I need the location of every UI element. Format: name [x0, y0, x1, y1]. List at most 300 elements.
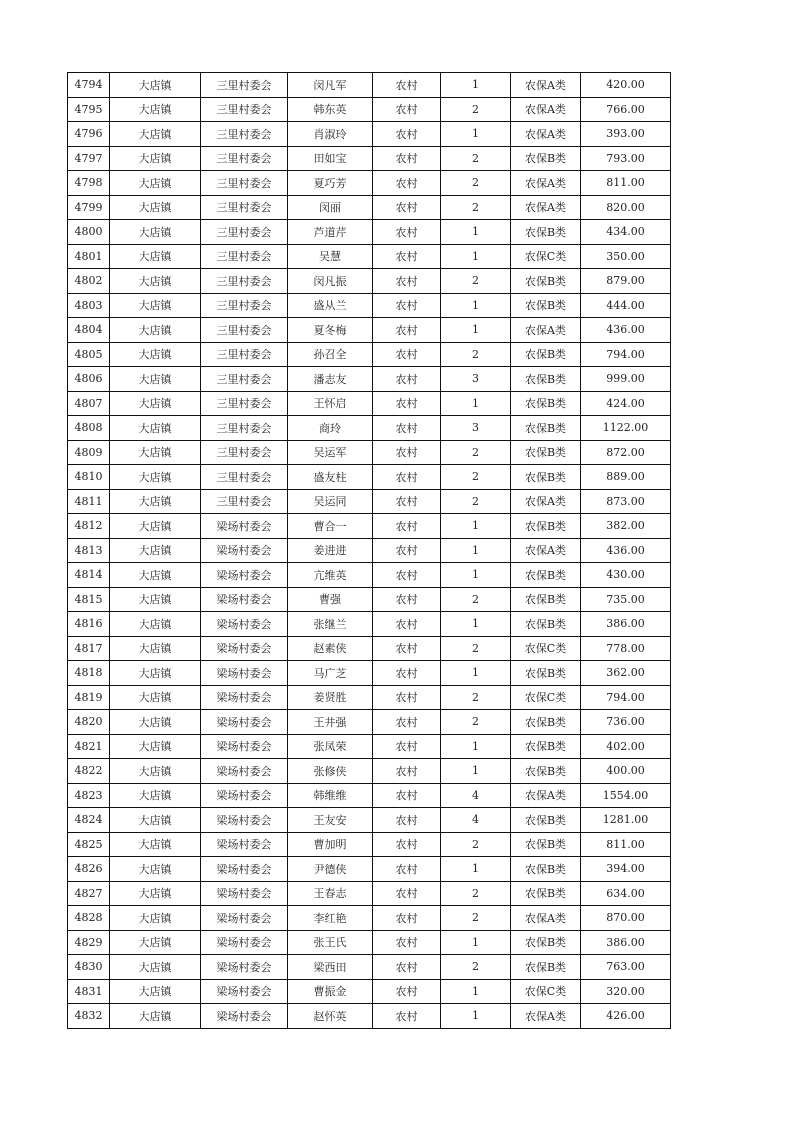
category-cell: 农保C类	[511, 636, 581, 661]
area-type-cell: 农村	[373, 318, 441, 343]
town-cell: 大店镇	[110, 514, 201, 539]
household-size-cell: 2	[441, 171, 511, 196]
household-size-cell: 4	[441, 783, 511, 808]
name-cell: 肖淑玲	[288, 122, 373, 147]
amount-cell: 735.00	[581, 587, 671, 612]
amount-cell: 426.00	[581, 1004, 671, 1029]
area-type-cell: 农村	[373, 955, 441, 980]
area-type-cell: 农村	[373, 97, 441, 122]
area-type-cell: 农村	[373, 783, 441, 808]
category-cell: 农保A类	[511, 171, 581, 196]
table-row	[68, 416, 671, 441]
village-committee-cell: 三里村委会	[201, 391, 288, 416]
category-cell: 农保B类	[511, 269, 581, 294]
area-type-cell: 农村	[373, 563, 441, 588]
row-number-cell: 4817	[68, 636, 110, 661]
amount-cell: 320.00	[581, 979, 671, 1004]
village-committee-cell: 梁场村委会	[201, 808, 288, 833]
town-cell: 大店镇	[110, 808, 201, 833]
amount-cell: 386.00	[581, 930, 671, 955]
amount-cell: 736.00	[581, 710, 671, 735]
row-number-cell: 4804	[68, 318, 110, 343]
name-cell: 李红艳	[288, 906, 373, 931]
household-size-cell: 1	[441, 661, 511, 686]
town-cell: 大店镇	[110, 563, 201, 588]
row-number-cell: 4803	[68, 293, 110, 318]
household-size-cell: 2	[441, 146, 511, 171]
name-cell: 张凤荣	[288, 734, 373, 759]
village-committee-cell: 三里村委会	[201, 220, 288, 245]
amount-cell: 382.00	[581, 514, 671, 539]
amount-cell: 362.00	[581, 661, 671, 686]
village-committee-cell: 梁场村委会	[201, 1004, 288, 1029]
row-number-cell: 4794	[68, 73, 110, 98]
table-row	[68, 661, 671, 686]
town-cell: 大店镇	[110, 832, 201, 857]
table-row	[68, 465, 671, 490]
row-number-cell: 4797	[68, 146, 110, 171]
amount-cell: 766.00	[581, 97, 671, 122]
area-type-cell: 农村	[373, 269, 441, 294]
table-row	[68, 734, 671, 759]
name-cell: 姜贤胜	[288, 685, 373, 710]
amount-cell: 434.00	[581, 220, 671, 245]
category-cell: 农保B类	[511, 514, 581, 539]
category-cell: 农保B类	[511, 416, 581, 441]
category-cell: 农保B类	[511, 930, 581, 955]
town-cell: 大店镇	[110, 220, 201, 245]
name-cell: 王井强	[288, 710, 373, 735]
village-committee-cell: 梁场村委会	[201, 857, 288, 882]
town-cell: 大店镇	[110, 465, 201, 490]
household-size-cell: 1	[441, 612, 511, 637]
name-cell: 尹德侠	[288, 857, 373, 882]
category-cell: 农保B类	[511, 563, 581, 588]
category-cell: 农保A类	[511, 318, 581, 343]
town-cell: 大店镇	[110, 955, 201, 980]
household-size-cell: 2	[441, 97, 511, 122]
household-size-cell: 2	[441, 710, 511, 735]
category-cell: 农保B类	[511, 391, 581, 416]
village-committee-cell: 三里村委会	[201, 293, 288, 318]
table-row	[68, 171, 671, 196]
area-type-cell: 农村	[373, 171, 441, 196]
category-cell: 农保B类	[511, 146, 581, 171]
area-type-cell: 农村	[373, 710, 441, 735]
table-row	[68, 636, 671, 661]
village-committee-cell: 梁场村委会	[201, 906, 288, 931]
village-committee-cell: 三里村委会	[201, 416, 288, 441]
village-committee-cell: 梁场村委会	[201, 612, 288, 637]
name-cell: 曹振金	[288, 979, 373, 1004]
household-size-cell: 2	[441, 906, 511, 931]
household-size-cell: 2	[441, 955, 511, 980]
name-cell: 韩东英	[288, 97, 373, 122]
household-size-cell: 2	[441, 440, 511, 465]
table-row	[68, 563, 671, 588]
town-cell: 大店镇	[110, 122, 201, 147]
amount-cell: 386.00	[581, 612, 671, 637]
row-number-cell: 4810	[68, 465, 110, 490]
amount-cell: 400.00	[581, 759, 671, 784]
town-cell: 大店镇	[110, 1004, 201, 1029]
name-cell: 王友安	[288, 808, 373, 833]
amount-cell: 889.00	[581, 465, 671, 490]
category-cell: 农保A类	[511, 906, 581, 931]
area-type-cell: 农村	[373, 587, 441, 612]
table-row	[68, 979, 671, 1004]
village-committee-cell: 三里村委会	[201, 146, 288, 171]
table-row	[68, 73, 671, 98]
table-row	[68, 955, 671, 980]
town-cell: 大店镇	[110, 661, 201, 686]
table-row	[68, 195, 671, 220]
table-row	[68, 930, 671, 955]
household-size-cell: 1	[441, 293, 511, 318]
household-size-cell: 2	[441, 465, 511, 490]
row-number-cell: 4796	[68, 122, 110, 147]
household-size-cell: 2	[441, 881, 511, 906]
amount-cell: 811.00	[581, 171, 671, 196]
village-committee-cell: 梁场村委会	[201, 783, 288, 808]
table-row	[68, 783, 671, 808]
name-cell: 田如宝	[288, 146, 373, 171]
table-row	[68, 367, 671, 392]
town-cell: 大店镇	[110, 171, 201, 196]
category-cell: 农保A类	[511, 73, 581, 98]
row-number-cell: 4812	[68, 514, 110, 539]
town-cell: 大店镇	[110, 930, 201, 955]
name-cell: 马广芝	[288, 661, 373, 686]
row-number-cell: 4826	[68, 857, 110, 882]
area-type-cell: 农村	[373, 857, 441, 882]
row-number-cell: 4828	[68, 906, 110, 931]
amount-cell: 1281.00	[581, 808, 671, 833]
area-type-cell: 农村	[373, 906, 441, 931]
village-committee-cell: 三里村委会	[201, 171, 288, 196]
town-cell: 大店镇	[110, 318, 201, 343]
name-cell: 闵凡军	[288, 73, 373, 98]
name-cell: 夏巧芳	[288, 171, 373, 196]
town-cell: 大店镇	[110, 685, 201, 710]
village-committee-cell: 梁场村委会	[201, 538, 288, 563]
relief-roster-table	[67, 72, 671, 1029]
village-committee-cell: 梁场村委会	[201, 587, 288, 612]
table-row	[68, 857, 671, 882]
table-row	[68, 808, 671, 833]
amount-cell: 794.00	[581, 685, 671, 710]
amount-cell: 436.00	[581, 538, 671, 563]
household-size-cell: 2	[441, 269, 511, 294]
area-type-cell: 农村	[373, 979, 441, 1004]
amount-cell: 1122.00	[581, 416, 671, 441]
household-size-cell: 3	[441, 367, 511, 392]
category-cell: 农保A类	[511, 538, 581, 563]
village-committee-cell: 梁场村委会	[201, 832, 288, 857]
town-cell: 大店镇	[110, 906, 201, 931]
area-type-cell: 农村	[373, 440, 441, 465]
area-type-cell: 农村	[373, 122, 441, 147]
row-number-cell: 4816	[68, 612, 110, 637]
table-row	[68, 759, 671, 784]
row-number-cell: 4805	[68, 342, 110, 367]
amount-cell: 872.00	[581, 440, 671, 465]
town-cell: 大店镇	[110, 734, 201, 759]
area-type-cell: 农村	[373, 195, 441, 220]
table-row	[68, 391, 671, 416]
household-size-cell: 1	[441, 930, 511, 955]
row-number-cell: 4823	[68, 783, 110, 808]
row-number-cell: 4824	[68, 808, 110, 833]
row-number-cell: 4825	[68, 832, 110, 857]
town-cell: 大店镇	[110, 759, 201, 784]
area-type-cell: 农村	[373, 636, 441, 661]
amount-cell: 444.00	[581, 293, 671, 318]
amount-cell: 873.00	[581, 489, 671, 514]
row-number-cell: 4830	[68, 955, 110, 980]
village-committee-cell: 梁场村委会	[201, 661, 288, 686]
table-row	[68, 318, 671, 343]
name-cell: 亢维英	[288, 563, 373, 588]
table-row	[68, 220, 671, 245]
table-row	[68, 710, 671, 735]
name-cell: 潘志友	[288, 367, 373, 392]
name-cell: 姜进进	[288, 538, 373, 563]
household-size-cell: 3	[441, 416, 511, 441]
amount-cell: 634.00	[581, 881, 671, 906]
table-row	[68, 244, 671, 269]
area-type-cell: 农村	[373, 734, 441, 759]
category-cell: 农保B类	[511, 293, 581, 318]
household-size-cell: 2	[441, 342, 511, 367]
category-cell: 农保B类	[511, 857, 581, 882]
name-cell: 梁西田	[288, 955, 373, 980]
name-cell: 王春志	[288, 881, 373, 906]
amount-cell: 793.00	[581, 146, 671, 171]
row-number-cell: 4798	[68, 171, 110, 196]
amount-cell: 811.00	[581, 832, 671, 857]
town-cell: 大店镇	[110, 146, 201, 171]
category-cell: 农保C类	[511, 979, 581, 1004]
row-number-cell: 4827	[68, 881, 110, 906]
category-cell: 农保A类	[511, 122, 581, 147]
table-row	[68, 612, 671, 637]
area-type-cell: 农村	[373, 391, 441, 416]
row-number-cell: 4811	[68, 489, 110, 514]
amount-cell: 394.00	[581, 857, 671, 882]
name-cell: 赵素侠	[288, 636, 373, 661]
area-type-cell: 农村	[373, 293, 441, 318]
row-number-cell: 4815	[68, 587, 110, 612]
category-cell: 农保A类	[511, 489, 581, 514]
town-cell: 大店镇	[110, 195, 201, 220]
row-number-cell: 4822	[68, 759, 110, 784]
village-committee-cell: 三里村委会	[201, 97, 288, 122]
area-type-cell: 农村	[373, 930, 441, 955]
area-type-cell: 农村	[373, 342, 441, 367]
name-cell: 曹加明	[288, 832, 373, 857]
table-row	[68, 146, 671, 171]
area-type-cell: 农村	[373, 489, 441, 514]
household-size-cell: 2	[441, 587, 511, 612]
village-committee-cell: 梁场村委会	[201, 979, 288, 1004]
town-cell: 大店镇	[110, 97, 201, 122]
town-cell: 大店镇	[110, 293, 201, 318]
category-cell: 农保A类	[511, 1004, 581, 1029]
household-size-cell: 1	[441, 563, 511, 588]
category-cell: 农保B类	[511, 367, 581, 392]
row-number-cell: 4809	[68, 440, 110, 465]
name-cell: 吴运同	[288, 489, 373, 514]
household-size-cell: 1	[441, 244, 511, 269]
category-cell: 农保B类	[511, 220, 581, 245]
household-size-cell: 2	[441, 832, 511, 857]
table-row	[68, 514, 671, 539]
name-cell: 曹强	[288, 587, 373, 612]
village-committee-cell: 梁场村委会	[201, 710, 288, 735]
area-type-cell: 农村	[373, 661, 441, 686]
village-committee-cell: 梁场村委会	[201, 514, 288, 539]
town-cell: 大店镇	[110, 73, 201, 98]
name-cell: 吴慧	[288, 244, 373, 269]
name-cell: 赵怀英	[288, 1004, 373, 1029]
household-size-cell: 2	[441, 685, 511, 710]
household-size-cell: 2	[441, 636, 511, 661]
household-size-cell: 1	[441, 73, 511, 98]
name-cell: 闵丽	[288, 195, 373, 220]
amount-cell: 436.00	[581, 318, 671, 343]
village-committee-cell: 梁场村委会	[201, 636, 288, 661]
household-size-cell: 1	[441, 1004, 511, 1029]
name-cell: 芦道芹	[288, 220, 373, 245]
town-cell: 大店镇	[110, 979, 201, 1004]
row-number-cell: 4813	[68, 538, 110, 563]
category-cell: 农保A类	[511, 783, 581, 808]
table-row	[68, 440, 671, 465]
town-cell: 大店镇	[110, 538, 201, 563]
household-size-cell: 1	[441, 734, 511, 759]
village-committee-cell: 三里村委会	[201, 489, 288, 514]
village-committee-cell: 三里村委会	[201, 195, 288, 220]
category-cell: 农保B类	[511, 832, 581, 857]
area-type-cell: 农村	[373, 832, 441, 857]
area-type-cell: 农村	[373, 685, 441, 710]
category-cell: 农保B类	[511, 342, 581, 367]
table-body	[68, 73, 671, 1029]
row-number-cell: 4808	[68, 416, 110, 441]
table-row	[68, 489, 671, 514]
town-cell: 大店镇	[110, 881, 201, 906]
amount-cell: 1554.00	[581, 783, 671, 808]
name-cell: 王怀启	[288, 391, 373, 416]
category-cell: 农保B类	[511, 759, 581, 784]
table-row	[68, 269, 671, 294]
area-type-cell: 农村	[373, 416, 441, 441]
area-type-cell: 农村	[373, 881, 441, 906]
name-cell: 闵凡振	[288, 269, 373, 294]
category-cell: 农保A类	[511, 195, 581, 220]
category-cell: 农保B类	[511, 955, 581, 980]
name-cell: 张继兰	[288, 612, 373, 637]
row-number-cell: 4821	[68, 734, 110, 759]
town-cell: 大店镇	[110, 587, 201, 612]
town-cell: 大店镇	[110, 342, 201, 367]
amount-cell: 393.00	[581, 122, 671, 147]
village-committee-cell: 三里村委会	[201, 122, 288, 147]
village-committee-cell: 三里村委会	[201, 269, 288, 294]
category-cell: 农保B类	[511, 881, 581, 906]
row-number-cell: 4829	[68, 930, 110, 955]
household-size-cell: 1	[441, 979, 511, 1004]
village-committee-cell: 梁场村委会	[201, 930, 288, 955]
category-cell: 农保C类	[511, 244, 581, 269]
household-size-cell: 1	[441, 857, 511, 882]
town-cell: 大店镇	[110, 440, 201, 465]
amount-cell: 402.00	[581, 734, 671, 759]
amount-cell: 999.00	[581, 367, 671, 392]
town-cell: 大店镇	[110, 367, 201, 392]
village-committee-cell: 梁场村委会	[201, 881, 288, 906]
village-committee-cell: 三里村委会	[201, 244, 288, 269]
amount-cell: 763.00	[581, 955, 671, 980]
village-committee-cell: 三里村委会	[201, 440, 288, 465]
row-number-cell: 4831	[68, 979, 110, 1004]
table-row	[68, 97, 671, 122]
table-row	[68, 293, 671, 318]
town-cell: 大店镇	[110, 391, 201, 416]
household-size-cell: 4	[441, 808, 511, 833]
name-cell: 张王氏	[288, 930, 373, 955]
area-type-cell: 农村	[373, 1004, 441, 1029]
village-committee-cell: 三里村委会	[201, 73, 288, 98]
table-row	[68, 538, 671, 563]
town-cell: 大店镇	[110, 783, 201, 808]
village-committee-cell: 梁场村委会	[201, 955, 288, 980]
amount-cell: 430.00	[581, 563, 671, 588]
area-type-cell: 农村	[373, 146, 441, 171]
table-row	[68, 906, 671, 931]
table-row	[68, 832, 671, 857]
village-committee-cell: 三里村委会	[201, 465, 288, 490]
area-type-cell: 农村	[373, 612, 441, 637]
area-type-cell: 农村	[373, 514, 441, 539]
row-number-cell: 4814	[68, 563, 110, 588]
name-cell: 吴运军	[288, 440, 373, 465]
category-cell: 农保A类	[511, 97, 581, 122]
household-size-cell: 2	[441, 195, 511, 220]
amount-cell: 794.00	[581, 342, 671, 367]
amount-cell: 778.00	[581, 636, 671, 661]
town-cell: 大店镇	[110, 489, 201, 514]
village-committee-cell: 梁场村委会	[201, 563, 288, 588]
table-row	[68, 122, 671, 147]
name-cell: 夏冬梅	[288, 318, 373, 343]
name-cell: 张修侠	[288, 759, 373, 784]
category-cell: 农保B类	[511, 587, 581, 612]
area-type-cell: 农村	[373, 759, 441, 784]
area-type-cell: 农村	[373, 244, 441, 269]
amount-cell: 820.00	[581, 195, 671, 220]
table-row	[68, 342, 671, 367]
area-type-cell: 农村	[373, 808, 441, 833]
row-number-cell: 4819	[68, 685, 110, 710]
area-type-cell: 农村	[373, 73, 441, 98]
area-type-cell: 农村	[373, 465, 441, 490]
household-size-cell: 1	[441, 391, 511, 416]
name-cell: 盛从兰	[288, 293, 373, 318]
row-number-cell: 4799	[68, 195, 110, 220]
household-size-cell: 1	[441, 318, 511, 343]
